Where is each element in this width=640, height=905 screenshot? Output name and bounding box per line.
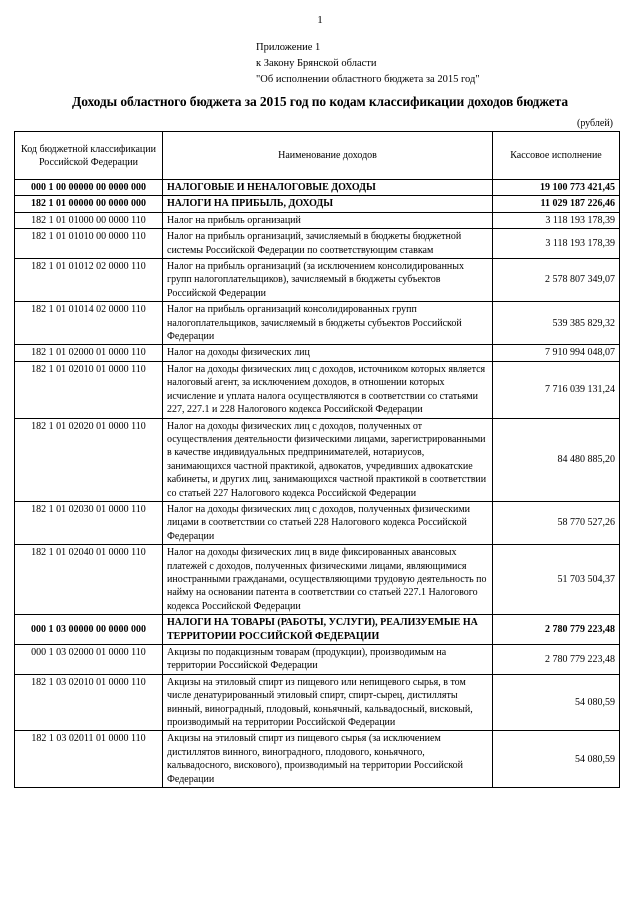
page-number: 1 xyxy=(317,14,323,26)
cell-code: 182 1 03 02010 01 0000 110 xyxy=(15,674,163,731)
cell-name: Налог на доходы физических лиц в виде фиксированных авансовых платежей с доходов, полученных физическими лицами, являющимися иностранными гражданами, осуществляющими трудовую деятельность по найму на основании патента в соответствии со статьей 227.1 Налогового кодекса Российской Федерации xyxy=(163,545,493,615)
cell-amount: 2 780 779 223,48 xyxy=(493,645,620,675)
document-title: Доходы областного бюджета за 2015 год по кодам классификации доходов бюджета xyxy=(72,94,568,109)
cell-amount: 51 703 504,37 xyxy=(493,545,620,615)
appendix-line-1: Приложение 1 xyxy=(256,42,321,53)
cell-amount: 2 578 807 349,07 xyxy=(493,259,620,302)
cell-name: Налог на доходы физических лиц с доходов, источником которых является налоговый агент, за исключением доходов, в отношении которых исчисление и уплата налога осуществляются в соответствии со статьями 227, 227.1 и 228 Налогового кодекса Российской Федерации xyxy=(163,361,493,418)
cell-name: Налог на прибыль организаций, зачисляемый в бюджеты бюджетной системы Российской Федерации по соответствующим ставкам xyxy=(163,229,493,259)
cell-name: Налог на прибыль организаций консолидированных групп налогоплательщиков, зачисляемый в бюджеты субъектов Российской Федерации xyxy=(163,302,493,345)
header-code: Код бюджетной классификации Российской Федерации xyxy=(15,132,163,180)
table-row xyxy=(15,645,620,675)
cell-amount: 3 118 193 178,39 xyxy=(493,212,620,228)
cell-name: Налог на доходы физических лиц с доходов, полученных физическими лицами в соответствии со статьей 228 Налогового кодекса Российской Федерации xyxy=(163,501,493,544)
cell-code: 182 1 01 00000 00 0000 000 xyxy=(15,196,163,212)
table-row xyxy=(15,196,620,212)
cell-name: Акцизы на этиловый спирт из пищевого или непищевого сырья, в том числе денатурированный этиловый спирт, спирт-сырец, дистилляты винный, виноградный, плодовый, коньячный, кальвадосный, висковый, производимый на территории Российской Федерации xyxy=(163,674,493,731)
table-row xyxy=(15,212,620,228)
cell-code: 182 1 01 01000 00 0000 110 xyxy=(15,212,163,228)
cell-amount: 539 385 829,32 xyxy=(493,302,620,345)
cell-amount: 58 770 527,26 xyxy=(493,501,620,544)
table-row xyxy=(15,302,620,345)
appendix-header xyxy=(256,40,480,88)
table-row xyxy=(15,615,620,645)
table-header-row xyxy=(15,132,620,180)
cell-amount: 7 910 994 048,07 xyxy=(493,345,620,361)
appendix-line-3: "Об исполнении областного бюджета за 2015 год" xyxy=(256,74,480,85)
cell-name: Налог на доходы физических лиц с доходов, полученных от осуществления деятельности физическими лицами, зарегистрированными в качестве индивидуальных предпринимателей, нотариусов, занимающихся частной практикой, адвокатов, учредивших адвокатские кабинеты, и других лиц, занимающихся частной практикой в соответствии со статьей 227 Налогового кодекса Российской Федерации xyxy=(163,418,493,501)
cell-amount: 2 780 779 223,48 xyxy=(493,615,620,645)
table-row xyxy=(15,361,620,418)
cell-code: 182 1 01 01014 02 0000 110 xyxy=(15,302,163,345)
cell-amount: 3 118 193 178,39 xyxy=(493,229,620,259)
cell-name: Акцизы на этиловый спирт из пищевого сырья (за исключением дистиллятов винного, виноградного, плодового, коньячного, кальвадосного, вискового), производимый на территории Российской Федерации xyxy=(163,731,493,788)
table-row xyxy=(15,501,620,544)
cell-code: 000 1 00 00000 00 0000 000 xyxy=(15,180,163,196)
table-body xyxy=(15,180,620,788)
cell-amount: 11 029 187 226,46 xyxy=(493,196,620,212)
cell-code: 182 1 01 02000 01 0000 110 xyxy=(15,345,163,361)
cell-amount: 19 100 773 421,45 xyxy=(493,180,620,196)
cell-code: 182 1 01 02040 01 0000 110 xyxy=(15,545,163,615)
cell-name: Налог на прибыль организаций xyxy=(163,212,493,228)
table-row xyxy=(15,545,620,615)
cell-code: 182 1 01 02020 01 0000 110 xyxy=(15,418,163,501)
table-row xyxy=(15,418,620,501)
cell-amount: 84 480 885,20 xyxy=(493,418,620,501)
table-row xyxy=(15,229,620,259)
appendix-line-2: к Закону Брянской области xyxy=(256,58,377,69)
header-name: Наименование доходов xyxy=(163,132,493,180)
cell-code: 182 1 01 02030 01 0000 110 xyxy=(15,501,163,544)
cell-amount: 7 716 039 131,24 xyxy=(493,361,620,418)
cell-amount: 54 080,59 xyxy=(493,731,620,788)
table-row xyxy=(15,345,620,361)
cell-code: 182 1 03 02011 01 0000 110 xyxy=(15,731,163,788)
cell-name: НАЛОГИ НА ТОВАРЫ (РАБОТЫ, УСЛУГИ), РЕАЛИЗУЕМЫЕ НА ТЕРРИТОРИИ РОССИЙСКОЙ ФЕДЕРАЦИИ xyxy=(163,615,493,645)
cell-code: 182 1 01 01012 02 0000 110 xyxy=(15,259,163,302)
cell-name: Налог на доходы физических лиц xyxy=(163,345,493,361)
cell-name: Акцизы по подакцизным товарам (продукции), производимым на территории Российской Федерации xyxy=(163,645,493,675)
table-row xyxy=(15,674,620,731)
cell-name: НАЛОГИ НА ПРИБЫЛЬ, ДОХОДЫ xyxy=(163,196,493,212)
cell-name: НАЛОГОВЫЕ И НЕНАЛОГОВЫЕ ДОХОДЫ xyxy=(163,180,493,196)
table-row xyxy=(15,731,620,788)
cell-code: 182 1 01 01010 00 0000 110 xyxy=(15,229,163,259)
revenue-table xyxy=(14,131,620,788)
cell-amount: 54 080,59 xyxy=(493,674,620,731)
table-row xyxy=(15,259,620,302)
cell-code: 000 1 03 00000 00 0000 000 xyxy=(15,615,163,645)
header-amount: Кассовое исполнение xyxy=(493,132,620,180)
table-row xyxy=(15,180,620,196)
cell-code: 000 1 03 02000 01 0000 110 xyxy=(15,645,163,675)
cell-name: Налог на прибыль организаций (за исключением консолидированных групп налогоплательщиков), зачисляемый в бюджеты субъектов Российской Федерации xyxy=(163,259,493,302)
unit-label: (рублей) xyxy=(576,118,613,129)
cell-code: 182 1 01 02010 01 0000 110 xyxy=(15,361,163,418)
